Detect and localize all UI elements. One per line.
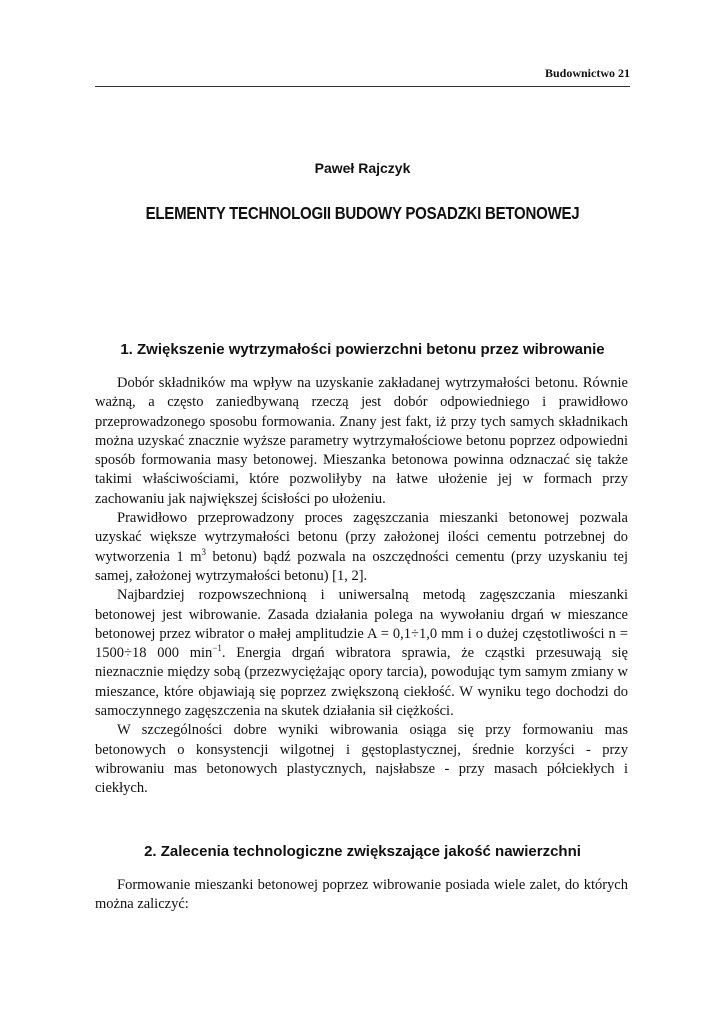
section-1-body [95,374,628,799]
superscript: −1 [212,643,222,654]
paragraph: Dobór składników ma wpływ na uzyskanie zakładanej wytrzymałości betonu. Równie ważną, a często zaniedbywaną rzeczą jest dobór odpowiedniego i prawidłowo przeprowadzonego sposobu formowania. Znany jest fakt, iż przy tych samych składnikach można uzyskać znacznie wyższe parametry wytrzymałościowe betonu poprzez odpowiedni sposób formowania masy betonowej. Mieszanka betonowa powinna odznaczać się także takimi właściwościami, które pozwoliłyby na łatwe ułożenie jej w formach przy zachowaniu jak największej ścisłości po ułożeniu. [95,375,628,507]
article-title: ELEMENTY TECHNOLOGII BUDOWY POSADZKI BETONOWEJ [145,203,580,223]
section-2-heading: 2. Zalecenia technologiczne zwiększające jakość nawierzchni [144,843,581,860]
paragraph-text: . Energia drgań wibratora sprawia, że cząstki przesuwają się nieznacznie między sobą (przezwyciężając opory tarcia), powodując tym samym zmiany w mieszance, które objawiają się poprzez zwiększoną ciekłość. W wyniku tego dochodzi do samoczynnego zagęszczenia na skutek działania sił ciężkości. [95,645,628,720]
paragraph: W szczególności dobre wyniki wibrowania osiąga się przy formowaniu mas betonowych o konsystencji wilgotnej i gęstoplastycznej, średnie korzyści - przy wibrowaniu mas betonowych plastycznych, najsłabsze - przy masach półciekłych i ciekłych. [95,722,628,797]
superscript: 3 [201,546,206,557]
paragraph-text: Prawidłowo przeprowadzony proces zagęszczania mieszanki betonowej pozwala uzyskać większe wytrzymałości betonu (przy założonej ilości cementu potrzebnej do wytworzenia 1 m [95,510,628,565]
paragraph [95,586,628,721]
paragraph-text: betonu) bądź pozwala na oszczędności cementu (przy uzyskaniu tej samej, założonej wytrzymałości betonu) [1, 2]. [95,548,628,584]
section-2-body [95,876,628,915]
author-name: Paweł Rajczyk [314,160,411,176]
paragraph [95,509,628,586]
running-header: Budownictwo 21 [544,66,630,80]
section-1-heading: 1. Zwiększenie wytrzymałości powierzchni betonu przez wibrowanie [120,341,605,358]
header-rule [95,86,630,87]
paragraph-text: Najbardziej rozpowszechnioną i uniwersalną metodą zagęszczania mieszanki betonowej jest wibrowanie. Zasada działania polega na wywołaniu drgań w mieszance betonowej przez wibrator o małej amplitudzie A = 0,1÷1,0 mm i o dużej częstotliwości n = 1500÷18 000 min [95,587,628,662]
paragraph: Formowanie mieszanki betonowej poprzez wibrowanie posiada wiele zalet, do których można zaliczyć: [95,877,628,913]
